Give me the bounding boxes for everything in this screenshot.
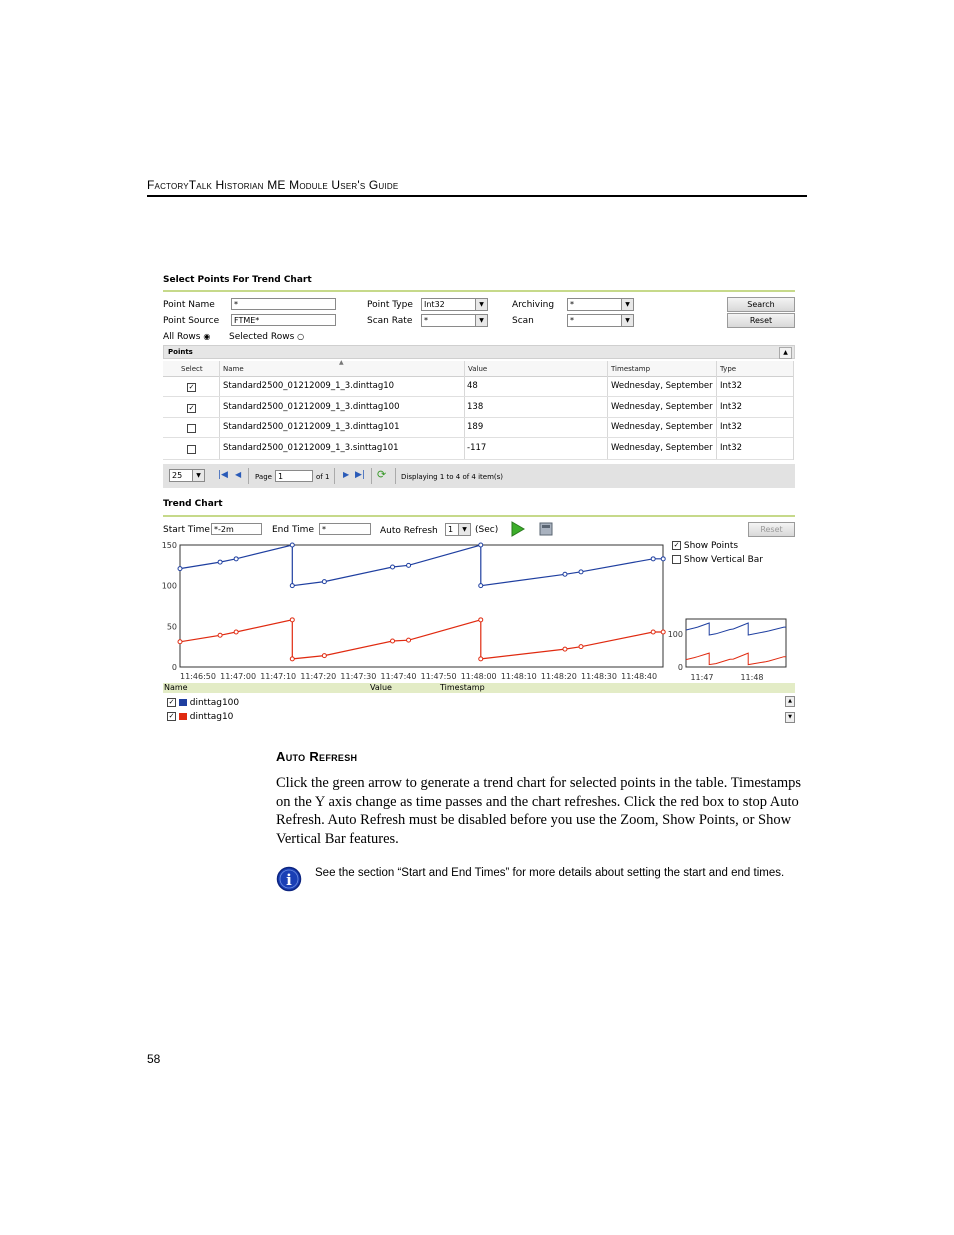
running-header xyxy=(147,178,398,192)
header-rule xyxy=(147,195,807,197)
x-tick-label: 11:48:00 xyxy=(460,672,497,681)
data-point xyxy=(234,557,238,561)
legend-col-timestamp: Timestamp xyxy=(440,683,485,692)
scroll-down-icon[interactable]: ▼ xyxy=(785,712,795,723)
page-label: Page xyxy=(255,473,272,481)
info-icon xyxy=(276,866,302,892)
data-point xyxy=(479,584,483,588)
displaying-text: Displaying 1 to 4 of 4 item(s) xyxy=(401,473,504,481)
trend-reset-button[interactable]: Reset xyxy=(748,522,795,537)
row-checkbox[interactable]: ✓ xyxy=(188,383,195,391)
sec-label: (Sec) xyxy=(475,525,499,535)
chevron-down-icon[interactable]: ▼ xyxy=(458,524,470,535)
legend-item[interactable] xyxy=(167,712,233,722)
data-point xyxy=(579,645,583,649)
x-tick-label: 11:48:20 xyxy=(540,672,577,681)
legend-checkbox[interactable]: ✓ xyxy=(168,698,175,706)
data-point xyxy=(563,647,567,651)
chevron-down-icon[interactable]: ▼ xyxy=(475,299,487,310)
sort-arrow-icon: ▲ xyxy=(339,359,344,366)
legend-swatch xyxy=(179,699,187,706)
pager-divider xyxy=(395,468,396,484)
legend-col-value: Value xyxy=(370,683,392,692)
row-type: Int32 xyxy=(720,443,743,453)
row-checkbox[interactable]: ✓ xyxy=(188,404,195,412)
data-point xyxy=(322,580,326,584)
data-point xyxy=(651,557,655,561)
pagination-bar xyxy=(163,464,795,488)
table-row[interactable] xyxy=(163,418,793,438)
overview-y-tick-label: 0 xyxy=(677,663,683,672)
reset-button[interactable]: Reset xyxy=(727,313,795,328)
start-time-input[interactable]: *-2m xyxy=(211,523,262,535)
radio-unselected-icon[interactable]: ○ xyxy=(297,332,305,341)
point-type-label: Point Type xyxy=(367,300,413,310)
data-point xyxy=(290,584,294,588)
legend-item[interactable] xyxy=(167,698,239,708)
point-type-value: Int32 xyxy=(424,300,445,309)
start-time-label: Start Time xyxy=(163,525,210,535)
show-points-option[interactable] xyxy=(672,541,738,551)
data-point xyxy=(178,640,182,644)
data-point xyxy=(290,657,294,661)
end-time-input[interactable]: * xyxy=(319,523,371,535)
auto-refresh-label: Auto Refresh xyxy=(380,526,438,536)
stop-icon[interactable] xyxy=(539,522,553,536)
table-row[interactable] xyxy=(163,397,793,418)
chevron-down-icon[interactable]: ▼ xyxy=(475,315,487,326)
col-name[interactable]: Name xyxy=(223,365,244,373)
row-name: Standard2500_01212009_1_3.dinttag10 xyxy=(223,381,395,391)
x-tick-label: 11:46:50 xyxy=(180,672,216,681)
section-paragraph: Click the green arrow to generate a trend chart for selected points in the table. Timestamps on the Y axis change as time passes and the chart refreshes. Click the red box to stop Auto Refresh. Auto Refresh must be disabled before you use the Zoom, Show Points, or Show Vertical Bar features. xyxy=(276,775,802,847)
all-rows-option[interactable] xyxy=(163,332,210,342)
legend-col-name: Name xyxy=(164,683,188,692)
overview-chart[interactable] xyxy=(666,616,792,684)
chevron-down-icon[interactable]: ▼ xyxy=(192,470,204,481)
x-tick-label: 11:47:10 xyxy=(260,672,297,681)
x-tick-label: 11:47:00 xyxy=(220,672,257,681)
show-points-label: Show Points xyxy=(683,541,739,551)
all-rows-label: All Rows xyxy=(163,332,201,342)
data-point xyxy=(651,630,655,634)
legend-checkbox[interactable]: ✓ xyxy=(168,712,175,720)
archiving-select[interactable] xyxy=(567,298,634,311)
trend-chart-rule xyxy=(163,515,795,517)
x-tick-label: 11:48:30 xyxy=(581,672,617,681)
page-size-select[interactable] xyxy=(169,469,205,482)
scan-select[interactable] xyxy=(567,314,634,327)
data-point xyxy=(407,638,411,642)
data-point xyxy=(218,560,222,564)
play-icon[interactable] xyxy=(511,521,525,537)
pager-divider xyxy=(248,468,249,484)
data-point xyxy=(290,618,294,622)
scan-rate-label: Scan Rate xyxy=(367,316,413,326)
y-tick-label: 150 xyxy=(161,541,177,550)
row-value: 189 xyxy=(467,422,484,432)
row-value: 138 xyxy=(467,402,484,412)
row-name: Standard2500_01212009_1_3.sinttag101 xyxy=(223,443,399,453)
select-points-title: Select Points For Trend Chart xyxy=(163,275,312,285)
col-divider xyxy=(793,361,794,460)
data-point xyxy=(234,630,238,634)
point-name-input[interactable]: * xyxy=(231,298,336,310)
row-type: Int32 xyxy=(720,402,743,412)
data-point xyxy=(322,654,326,658)
overview-x-tick-label: 11:48 xyxy=(740,673,764,682)
x-tick-label: 11:48:40 xyxy=(621,672,658,681)
header-title: FactoryTalk Historian ME Module User's Guide xyxy=(147,178,399,192)
scan-label: Scan xyxy=(512,316,534,326)
pager-divider xyxy=(371,468,372,484)
section-heading-text: Auto Refresh xyxy=(276,749,358,764)
data-point xyxy=(407,563,411,567)
x-tick-label: 11:47:50 xyxy=(420,672,457,681)
refresh-icon[interactable]: ⟳ xyxy=(377,468,387,481)
overview-x-tick-label: 11:47 xyxy=(690,673,714,682)
note-text: See the section “Start and End Times” for more details about setting the start and end times. xyxy=(315,867,785,879)
row-checkbox[interactable] xyxy=(187,445,196,454)
x-tick-label: 11:47:40 xyxy=(380,672,417,681)
overview-y-tick-label: 100 xyxy=(667,630,683,639)
archiving-value: * xyxy=(570,300,574,309)
legend-name: dinttag100 xyxy=(189,698,240,708)
show-vertical-bar-label: Show Vertical Bar xyxy=(683,555,763,565)
trend-chart-title: Trend Chart xyxy=(163,499,223,509)
points-column-header-row xyxy=(163,361,793,377)
col-select[interactable]: Select xyxy=(181,365,203,373)
data-point xyxy=(218,633,222,637)
col-value[interactable]: Value xyxy=(468,365,488,373)
data-point xyxy=(391,565,395,569)
table-row[interactable] xyxy=(163,438,793,460)
select-points-rule xyxy=(163,290,795,292)
row-name: Standard2500_01212009_1_3.dinttag101 xyxy=(223,422,400,432)
y-tick-label: 0 xyxy=(171,663,177,672)
show-vertical-bar-checkbox[interactable] xyxy=(672,555,681,564)
scan-rate-value: * xyxy=(424,316,428,325)
end-time-label: End Time xyxy=(272,525,314,535)
point-type-select[interactable] xyxy=(421,298,488,311)
row-timestamp: Wednesday, September xyxy=(611,402,713,412)
section-heading xyxy=(276,749,357,764)
radio-selected-icon[interactable]: ◉ xyxy=(203,332,211,341)
data-point xyxy=(479,543,483,547)
x-tick-label: 11:48:10 xyxy=(500,672,537,681)
row-value: 48 xyxy=(467,381,478,391)
table-row[interactable] xyxy=(163,377,793,397)
chevron-down-icon[interactable]: ▼ xyxy=(621,315,633,326)
page-number: 58 xyxy=(147,1052,161,1066)
x-tick-label: 11:47:20 xyxy=(300,672,337,681)
page-size-value: 25 xyxy=(172,471,183,480)
show-vertical-bar-option[interactable] xyxy=(672,555,763,565)
point-name-label: Point Name xyxy=(163,300,215,310)
row-timestamp: Wednesday, September xyxy=(611,381,713,391)
data-point xyxy=(563,572,567,576)
point-source-input[interactable]: FTME* xyxy=(231,314,336,326)
row-value: -117 xyxy=(467,443,487,453)
col-timestamp[interactable]: Timestamp xyxy=(611,365,651,373)
svg-text:i: i xyxy=(286,871,292,889)
page-number-input[interactable]: 1 xyxy=(275,470,313,482)
data-point xyxy=(391,639,395,643)
prev-page-icon[interactable]: ◀ xyxy=(235,470,242,479)
next-page-icon[interactable]: ▶ xyxy=(343,470,350,479)
scroll-up-icon[interactable]: ▲ xyxy=(785,696,795,707)
data-point xyxy=(579,570,583,574)
y-tick-label: 50 xyxy=(166,622,177,632)
row-timestamp: Wednesday, September xyxy=(611,443,713,453)
page-count-label: of 1 xyxy=(316,473,330,481)
data-point xyxy=(479,618,483,622)
data-point xyxy=(178,567,182,571)
trend-chart-plot[interactable] xyxy=(160,538,680,686)
first-page-icon[interactable]: |◀ xyxy=(218,470,228,480)
points-grid-title: Points xyxy=(168,348,193,356)
legend-swatch xyxy=(179,713,187,720)
chevron-down-icon[interactable]: ▼ xyxy=(621,299,633,310)
legend-name: dinttag10 xyxy=(189,712,234,722)
collapse-up-icon[interactable]: ▲ xyxy=(779,347,792,359)
col-type[interactable]: Type xyxy=(720,365,737,373)
legend-header xyxy=(163,683,795,693)
scan-rate-select[interactable] xyxy=(421,314,488,327)
row-timestamp: Wednesday, September xyxy=(611,422,713,432)
selected-rows-option[interactable] xyxy=(229,332,304,342)
selected-rows-label: Selected Rows xyxy=(229,332,295,342)
auto-refresh-select[interactable] xyxy=(445,523,471,536)
data-point xyxy=(290,543,294,547)
pager-divider xyxy=(334,468,335,484)
x-tick-label: 11:47:30 xyxy=(340,672,377,681)
search-button[interactable]: Search xyxy=(727,297,795,312)
y-tick-label: 100 xyxy=(161,581,177,591)
data-point xyxy=(479,657,483,661)
row-type: Int32 xyxy=(720,381,743,391)
row-checkbox[interactable] xyxy=(187,424,196,433)
data-point xyxy=(661,630,665,634)
show-points-checkbox[interactable]: ✓ xyxy=(673,541,680,549)
data-point xyxy=(661,557,665,561)
scan-value: * xyxy=(570,316,574,325)
auto-refresh-value: 1 xyxy=(448,525,454,534)
plot-area xyxy=(180,545,663,667)
row-type: Int32 xyxy=(720,422,743,432)
last-page-icon[interactable]: ▶| xyxy=(355,470,365,480)
archiving-label: Archiving xyxy=(512,300,555,310)
point-source-label: Point Source xyxy=(163,316,220,326)
points-grid-header xyxy=(163,345,795,359)
row-name: Standard2500_01212009_1_3.dinttag100 xyxy=(223,402,400,412)
